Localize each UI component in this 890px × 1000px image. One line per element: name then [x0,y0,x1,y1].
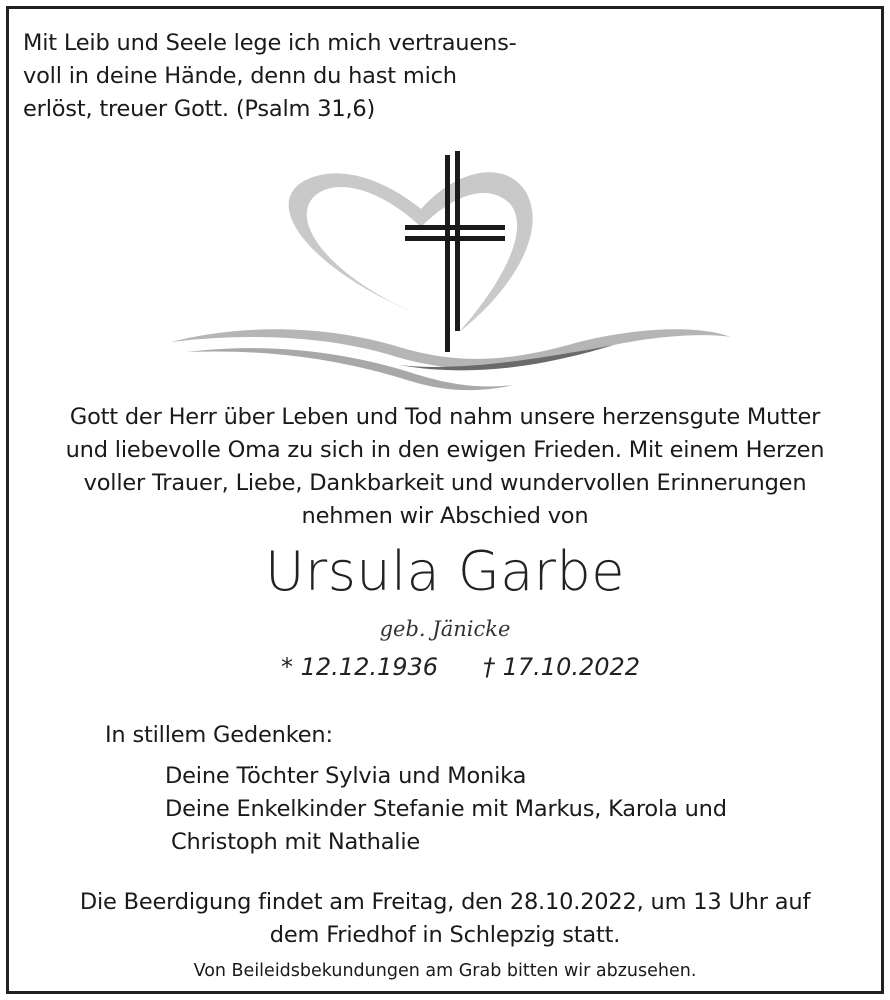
heart-outline [289,172,533,332]
death-date: † 17.10.2022 [483,653,641,681]
intro-line: voller Trauer, Liebe, Dankbarkeit und wundervollen Erinnerungen [83,470,807,496]
obituary-frame [6,6,884,994]
funeral-line: dem Friedhof in Schlepzig statt. [269,922,621,948]
funeral-info [9,886,881,952]
mourner-line: Deine Töchter Sylvia und Monika [165,763,527,789]
intro-line: Gott der Herr über Leben und Tod nahm unsere herzensgute Mutter [69,404,821,430]
mourner-line: Deine Enkelkinder Stefanie mit Markus, Karola und [165,796,727,822]
maiden-name: geb. Jänicke [379,617,511,641]
mourners-list [165,760,727,859]
intro-line: nehmen wir Abschied von [301,503,589,529]
deceased-name: Ursula Garbe [265,540,625,603]
verse-line: erlöst, treuer Gott. (Psalm 31,6) [23,96,376,122]
condolence-note: Von Beileidsbekundungen am Grab bitten wir abzusehen. [193,961,697,981]
intro-line: und liebevolle Oma zu sich in den ewigen Frieden. Mit einem Herzen [65,437,825,463]
cross-heart-waves-icon [159,137,739,397]
memorial-section [105,719,727,859]
birth-date: * 12.12.1936 [281,653,439,681]
funeral-line: Die Beerdigung findet am Freitag, den 28.10.2022, um 13 Uhr auf [79,889,811,915]
memorial-heading: In stillem Gedenken: [105,722,333,748]
verse-line: Mit Leib und Seele lege ich mich vertrauens- [23,30,517,56]
verse-line: voll in deine Hände, denn du hast mich [23,63,457,89]
intro-text [9,401,881,533]
mourner-line: Christoph mit Nathalie [171,829,421,855]
bible-verse [23,27,517,126]
